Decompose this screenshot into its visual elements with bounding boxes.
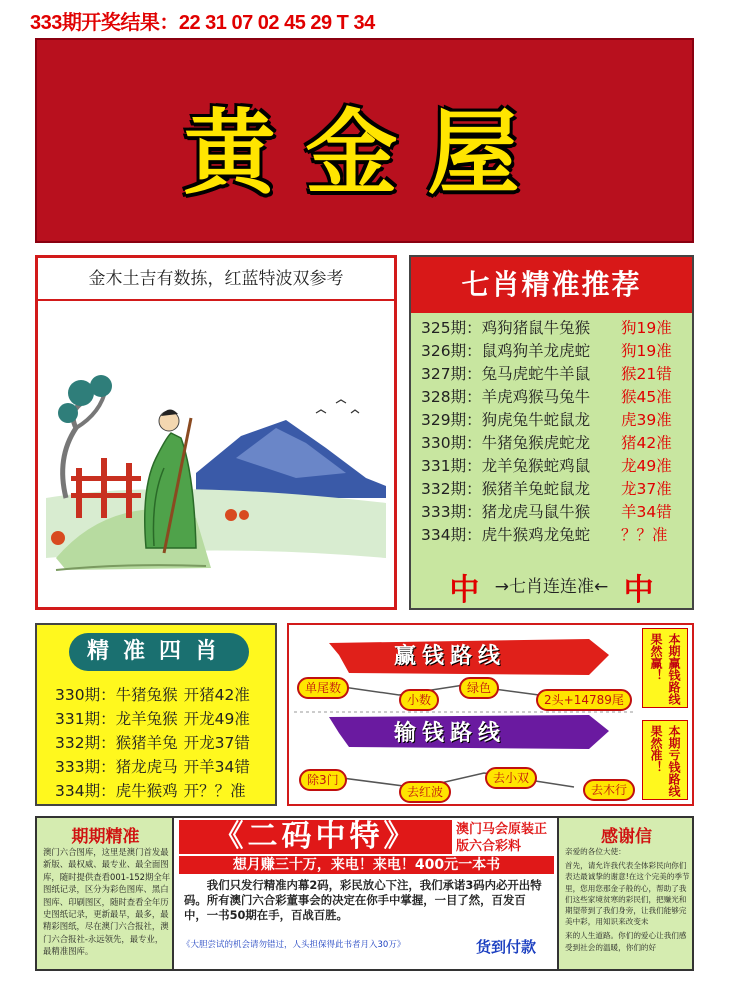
prediction-row [55,755,250,777]
row-period: 331期： [421,457,482,475]
row-result: 猴21错 [621,365,672,383]
row-period: 330期： [421,434,482,452]
row-period: 327期： [421,365,482,383]
row-result: 开？？准 [183,782,246,800]
prediction-row [421,523,668,547]
prediction-row [421,500,672,524]
row-animals: 鼠鸡狗羊龙虎蛇 [481,342,591,360]
column-title: 感谢信 [601,827,652,847]
two-code-ad [174,818,557,969]
row-animals: 虎牛猴鸡 [115,782,178,800]
ad-body: 我们只发行精准内幕2码，彩民放心下注，我们承诺3码内必开出特码。所有澳门六合彩董事会的决定在你手中掌握，一目了然，百发百中，一书50期在手，百战百胜。 [184,878,542,922]
row-animals: 猴猪羊兔 [115,734,178,752]
row-period: 328期： [421,388,482,406]
title-banner [35,38,694,243]
letter-paragraph: 首先，请允许我代表全体彩民向你们表达最诚挚的谢意!在这个完美的季节里，您用您那金子般的心，帮助了我们这些家境贫寒的彩民们，把赚光和期望带到了我们身旁，让我们能够完美中彩，用知识来改变未 [565,861,690,927]
draw-result-line: 333期开奖结果：22 31 07 02 45 29 T 34 [30,12,375,34]
ad-note: 《大胆尝试的机会请勿错过，人头担保得此书者月入30万》 [182,940,406,950]
ad-title: 《二码中特》 [179,820,452,854]
row-animals: 羊虎鸡猴马兔牛 [481,388,591,406]
prediction-row [421,385,672,409]
row-result: 龙49准 [621,457,672,475]
row-result: 开龙49准 [183,710,250,728]
row-animals: 虎牛猴鸡龙兔蛇 [481,526,591,544]
column-body [565,846,690,956]
row-result: 开羊34错 [183,758,250,776]
row-period: 332期： [421,480,482,498]
letter-paragraph: 来的人生道路。你们的爱心让我们感受到社会的温暖，你们的好 [565,931,687,952]
lose-route-title: 输钱路线 [394,721,507,746]
row-period: 334期： [55,782,116,800]
row-period: 333期： [55,758,116,776]
row-result: 虎39准 [621,411,672,429]
win-pill: 小数 [399,689,439,711]
seven-zodiac-panel [409,255,694,610]
hit-mark-left: 中 [449,573,480,608]
panel-title: 精准四肖 [69,633,249,671]
lose-pill: 除3门 [299,769,347,791]
win-side-text: 果然赢！ [649,633,663,681]
row-result: 龙37准 [621,480,672,498]
panel-footer [411,565,692,609]
row-result: 狗19准 [621,342,672,360]
scholar-landscape-image [46,308,386,603]
footer-text: →七肖连连准← [494,577,609,597]
lose-pill: 去小双 [485,767,537,789]
row-result: 狗19准 [621,319,672,337]
row-period: 332期： [55,734,116,752]
prediction-row [421,316,672,340]
accuracy-column [37,818,174,969]
row-period: 326期： [421,342,482,360]
row-result: ？？准 [621,526,668,544]
win-side-text: 本期赢钱路线 [667,633,681,705]
money-route-panel [287,623,694,806]
prediction-row [55,707,250,729]
column-title: 期期精准 [71,827,140,847]
lose-pill: 去红波 [399,781,451,803]
prediction-row [421,408,672,432]
row-animals: 龙羊兔猴蛇鸡鼠 [481,457,591,475]
row-period: 325期： [421,319,482,337]
lose-side-text: 果然准！ [649,725,663,773]
ad-slogan: 想月赚三十万，来电！来电！400元一本书 [179,856,554,874]
row-result: 开龙37错 [183,734,250,752]
win-pill: 单尾数 [297,677,349,699]
row-period: 333期： [421,503,482,521]
bottom-section [35,816,694,971]
row-result: 羊34错 [621,503,672,521]
row-animals: 鸡狗猪鼠牛兔猴 [481,319,591,337]
column-body: 澳门六合图库，这里是澳门首发最新版、最权威、最专业、最全面图库，随时提供查看001-152期全年图纸记录，区分为彩色图库、黑白图库、印刷图区，随时查看全年历史图纸记录，更新最早，最多，最精彩图纸，尽在澳门六合报社，澳门六合报社-永远领先，最专业，最精准图库。 [43,847,171,957]
prediction-row [421,454,672,478]
row-animals: 兔马虎蛇牛羊鼠 [481,365,591,383]
left-picture-panel [35,255,397,610]
lose-pill: 去木行 [583,779,635,801]
win-pill: 2头+14789尾 [536,689,632,711]
letter-paragraph: 亲爱的各位大使： [565,847,626,856]
prediction-row [421,339,672,363]
prediction-row [421,431,672,455]
row-result: 猪42准 [621,434,672,452]
row-period: 329期： [421,411,482,429]
prediction-row [55,683,250,705]
row-animals: 牛猪兔猴虎蛇龙 [481,434,591,452]
lose-side-note [642,720,688,800]
row-animals: 猪龙虎马鼠牛猴 [481,503,591,521]
prediction-row [421,362,672,386]
row-animals: 牛猪兔猴 [115,686,178,704]
cash-on-delivery: 货到付款 [476,938,537,956]
prediction-row [55,731,250,753]
win-route-title: 赢钱路线 [394,644,507,669]
row-animals: 狗虎兔牛蛇鼠龙 [481,411,591,429]
panel-title: 七肖精准推荐 [411,257,692,313]
hit-mark-right: 中 [623,573,654,608]
banner-title: 黄金屋 [183,99,550,207]
win-pill: 绿色 [459,677,499,699]
row-result: 开猪42准 [183,686,250,704]
row-animals: 猪龙虎马 [115,758,178,776]
row-result: 猴45准 [621,388,672,406]
prediction-row [421,477,672,501]
row-period: 334期： [421,526,482,544]
prediction-row [55,779,246,801]
four-zodiac-panel [35,623,277,806]
row-animals: 龙羊兔猴 [115,710,178,728]
row-period: 330期： [55,686,116,704]
lose-side-text: 本期亏钱路线 [667,725,681,797]
ad-side-label: 澳门马会原装正版六合彩料 [456,822,548,854]
row-period: 331期： [55,710,116,728]
win-side-note [642,628,688,708]
panel-caption: 金木土吉有数拣，红蓝特波双参考 [38,258,394,301]
row-animals: 猴猪羊兔蛇鼠龙 [481,480,591,498]
thank-you-column [557,818,692,969]
